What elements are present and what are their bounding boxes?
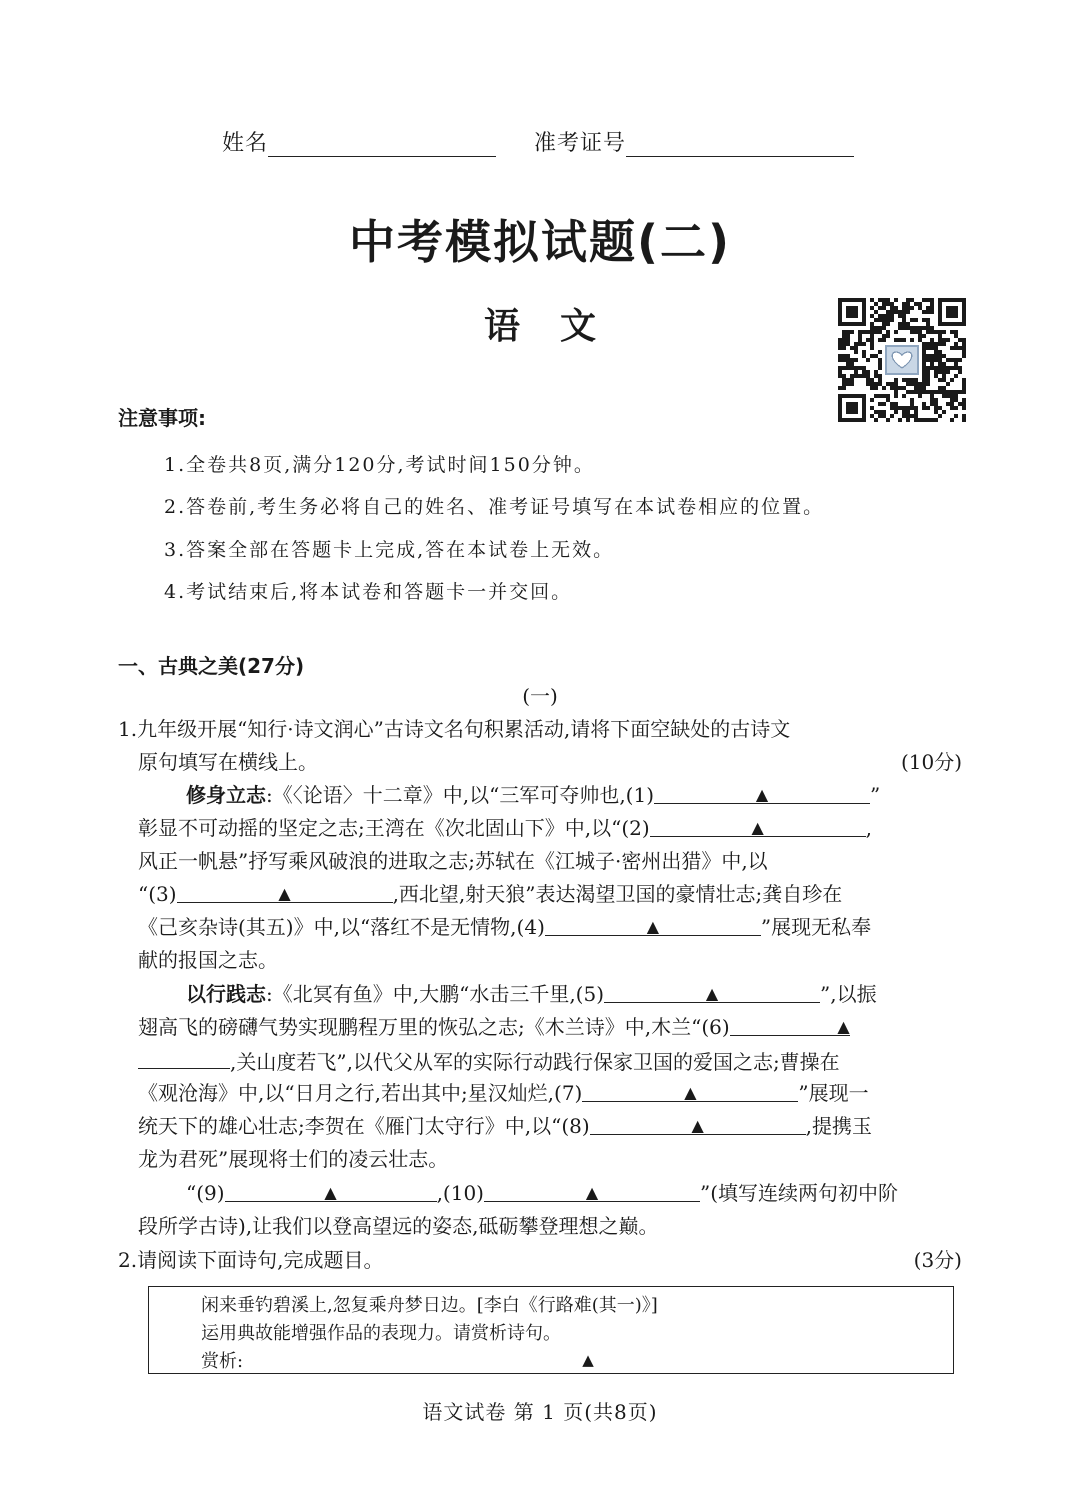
text: 《观沧海》中,以“日月之行,若出其中;星汉灿烂,(7) — [138, 1081, 583, 1105]
answer-blank-2[interactable] — [650, 812, 866, 837]
answer-blank-4[interactable] — [545, 911, 761, 936]
text: ”展现无私奉 — [760, 915, 872, 939]
ticket-label: 准考证号 — [534, 131, 627, 156]
answer-blank-7[interactable] — [582, 1077, 798, 1102]
text: “(3) — [138, 882, 177, 906]
name-field[interactable] — [268, 130, 496, 157]
text: ”,以振 — [820, 982, 877, 1006]
answer-blank-8[interactable] — [590, 1110, 806, 1135]
question-score: (10分) — [900, 750, 962, 774]
triangle-marker: ▲ — [837, 1017, 850, 1036]
triangle-marker: ▲ — [684, 1083, 697, 1102]
text: “(9) — [186, 1181, 225, 1205]
notice-item: 2.答卷前,考生务必将自己的姓名、准考证号填写在本试卷相应的位置。 — [164, 496, 825, 518]
notice-item: 1.全卷共8页,满分120分,考试时间150分钟。 — [164, 454, 595, 476]
name-label: 姓名 — [222, 131, 269, 156]
text: ,关山度若飞”,以代父从军的实际行动践行保家卫国的爱国之志;曹操在 — [230, 1050, 840, 1074]
answer-blank-appreciation[interactable] — [243, 1351, 933, 1374]
subject-title: 语文 — [483, 306, 636, 347]
text: :《〈论语〉十二章》中,以“三军可夺帅也,(1) — [266, 783, 655, 807]
qr-code-icon — [838, 298, 966, 422]
text: 《己亥杂诗(其五)》中,以“落红不是无情物,(4) — [138, 915, 545, 939]
answer-label: 赏析: — [201, 1351, 244, 1372]
text: , — [865, 816, 873, 840]
question-stem: 原句填写在横线上。 — [138, 750, 318, 774]
part-heading: (一) — [522, 684, 558, 708]
answer-blank-9[interactable] — [225, 1177, 437, 1202]
triangle-marker: ▲ — [755, 785, 769, 804]
text: 统天下的雄心壮志;李贺在《雁门太守行》中,以“(8) — [138, 1114, 590, 1138]
triangle-marker: ▲ — [585, 1183, 599, 1202]
question-score: (3分) — [913, 1248, 962, 1272]
instruction: 运用典故能增强作品的表现力。请赏析诗句。 — [201, 1323, 561, 1344]
text: ”展现一 — [798, 1081, 869, 1105]
question-stem: 1.九年级开展“知行·诗文润心”古诗文名句积累活动,请将下面空缺处的古诗文 — [118, 717, 791, 741]
text: ,西北望,射天狼”表达渴望卫国的豪情壮志;龚自珍在 — [392, 882, 843, 906]
text: ,提携玉 — [805, 1114, 873, 1138]
text: 风正一帆悬”抒写乘风破浪的进取之志;苏轼在《江城子·密州出猎》中,以 — [138, 849, 768, 873]
exam-title: 中考模拟试题(二) — [348, 215, 732, 269]
triangle-marker: ▲ — [691, 1116, 704, 1135]
text: 献的报国之志。 — [138, 948, 278, 972]
triangle-marker: ▲ — [278, 884, 291, 903]
notice-item: 3.答案全部在答题卡上完成,答在本试卷上无效。 — [164, 539, 615, 561]
text: ” — [870, 783, 881, 807]
notice-heading: 注意事项: — [118, 406, 206, 430]
text: 龙为君死”展现将士们的凌云壮志。 — [138, 1147, 449, 1171]
triangle-marker: ▲ — [582, 1351, 594, 1369]
poem-line: 闲来垂钓碧溪上,忽复乘舟梦日边。[李白《行路难(其一)》] — [201, 1295, 658, 1316]
page-footer: 语文试卷 第 1 页(共8页) — [422, 1400, 658, 1424]
answer-blank-6-cont[interactable] — [138, 1044, 230, 1069]
triangle-marker: ▲ — [324, 1183, 337, 1202]
answer-blank-3[interactable] — [177, 878, 393, 903]
text: 彰显不可动摇的坚定之志;王湾在《次北固山下》中,以“(2) — [138, 816, 650, 840]
text: ”(填写连续两句初中阶 — [699, 1181, 899, 1205]
question-2-box — [148, 1286, 954, 1374]
text: ,(10) — [436, 1181, 484, 1205]
triangle-marker: ▲ — [646, 917, 660, 936]
exam-header — [222, 126, 854, 157]
answer-blank-6[interactable] — [730, 1011, 850, 1036]
triangle-marker: ▲ — [705, 984, 719, 1003]
answer-blank-1[interactable] — [654, 779, 870, 804]
paragraph-heading: 修身立志 — [186, 783, 266, 807]
notice-item: 4.考试结束后,将本试卷和答题卡一并交回。 — [164, 581, 573, 603]
text: :《北冥有鱼》中,大鹏“水击三千里,(5) — [266, 982, 605, 1006]
answer-blank-10[interactable] — [484, 1177, 700, 1202]
answer-blank-5[interactable] — [604, 978, 820, 1003]
text: 翅高飞的磅礴气势实现鹏程万里的恢弘之志;《木兰诗》中,木兰“(6) — [138, 1015, 730, 1039]
triangle-marker: ▲ — [751, 818, 764, 837]
section-heading: 一、古典之美(27分) — [118, 654, 305, 678]
ticket-number-field[interactable] — [626, 130, 854, 157]
paragraph-heading: 以行践志 — [186, 982, 266, 1006]
text: 段所学古诗),让我们以登高望远的姿态,砥砺攀登理想之巅。 — [138, 1214, 659, 1238]
question-stem: 2.请阅读下面诗句,完成题目。 — [118, 1248, 384, 1272]
